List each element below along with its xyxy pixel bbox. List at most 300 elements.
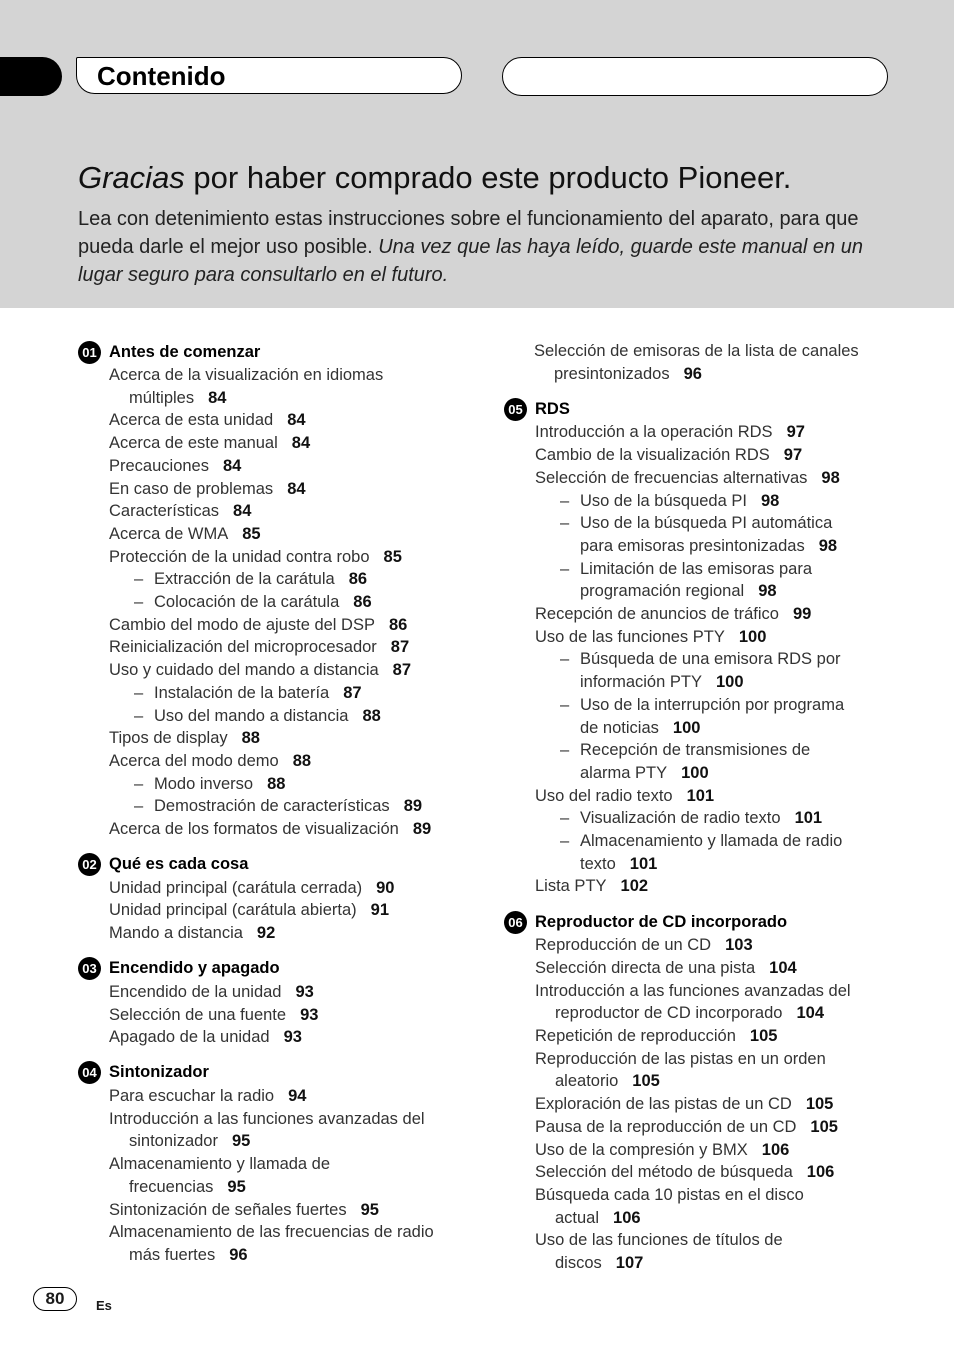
- toc-entry-text-cont: presintonizados: [554, 364, 670, 383]
- toc-entry-label: [109, 659, 478, 682]
- toc-entry-text: Extracción de la carátula: [154, 570, 335, 589]
- toc-entry-label: [535, 785, 904, 808]
- toc-entry-label-cont: [534, 363, 904, 386]
- toc-page-number: 93: [300, 1005, 319, 1024]
- toc-page-number: 94: [288, 1086, 307, 1105]
- toc-entry-text: Introducción a la operación RDS: [535, 423, 773, 442]
- toc-page-number: 99: [793, 605, 812, 624]
- toc-entry[interactable]: [78, 773, 478, 796]
- toc-entry[interactable]: [78, 922, 478, 945]
- toc-entry-text-cont: alarma PTY: [580, 763, 668, 782]
- toc-entry[interactable]: [78, 727, 478, 750]
- toc-page-number: 96: [229, 1245, 248, 1264]
- toc-entry-text: Búsqueda cada 10 pistas en el disco: [535, 1185, 804, 1204]
- toc-entry-text: Visualización de radio texto: [580, 809, 781, 828]
- toc-entry-text: Acerca del modo demo: [109, 751, 279, 770]
- toc-entry[interactable]: [78, 455, 478, 478]
- toc-entry-label: [134, 591, 478, 614]
- toc-entry-label: [560, 490, 904, 513]
- toc-entry-text: Encendido de la unidad: [109, 982, 282, 1001]
- title-pill: [76, 57, 462, 94]
- toc-entry[interactable]: [78, 546, 478, 569]
- toc-page-number: 93: [295, 982, 314, 1001]
- toc-page-number: 88: [292, 751, 312, 770]
- toc-section: [78, 957, 478, 1049]
- toc-entry-label-cont: [109, 387, 478, 410]
- toc-entry-text: Tipos de display: [109, 729, 228, 748]
- toc-entry[interactable]: [504, 1229, 904, 1274]
- toc-page-number: 107: [615, 1254, 644, 1273]
- toc-entry[interactable]: [504, 875, 904, 898]
- section-number-badge: 02: [78, 853, 101, 876]
- toc-entry[interactable]: [78, 899, 478, 922]
- toc-page-number: 86: [388, 615, 408, 634]
- toc-entry[interactable]: [504, 648, 904, 693]
- toc-entry-label-cont: [535, 1252, 904, 1275]
- toc-continued-entries: [504, 340, 904, 385]
- toc-entry[interactable]: [504, 444, 904, 467]
- toc-entry-text: Para escuchar la radio: [109, 1086, 275, 1105]
- toc-entry-label: [560, 830, 904, 853]
- toc-entry-label: [109, 409, 478, 432]
- section-title: RDS: [535, 399, 570, 418]
- toc-column-left: [78, 340, 478, 1279]
- toc-entry[interactable]: [504, 1161, 904, 1184]
- toc-entry-text: Almacenamiento de las frecuencias de radio: [109, 1223, 434, 1242]
- language-code: Es: [96, 1298, 112, 1313]
- toc-page-number: 101: [629, 854, 658, 873]
- toc-page-number: 84: [287, 479, 306, 498]
- toc-page-number: 106: [806, 1163, 835, 1182]
- intro-italic: Una vez que las haya leído, guarde este manual en un lugar seguro para consultarlo en el futuro.: [78, 236, 863, 286]
- toc-section: [78, 853, 478, 945]
- toc-entry-text: Uso de la búsqueda PI: [580, 491, 747, 510]
- toc-page-number: 84: [233, 502, 252, 521]
- toc-entry-text: Introducción a las funciones avanzadas del: [109, 1109, 425, 1128]
- toc-page-number: 102: [620, 877, 649, 896]
- thanks-heading: [78, 160, 791, 196]
- toc-entry-text: Características: [109, 502, 220, 521]
- toc-page-number: 97: [786, 423, 805, 442]
- toc-entry-text: Pausa de la reproducción de un CD: [535, 1117, 797, 1136]
- toc-entry-label: [134, 705, 478, 728]
- toc-entry-label: [109, 500, 478, 523]
- toc-entry-label: [535, 444, 904, 467]
- toc-page-number: 84: [222, 456, 242, 475]
- toc-entry-text: Acerca de este manual: [109, 434, 278, 453]
- toc-entry-label: [109, 455, 478, 478]
- toc-entry-text-cont: información PTY: [580, 673, 702, 692]
- toc-entry-label: [109, 546, 478, 569]
- toc-entry[interactable]: [504, 1025, 904, 1048]
- toc-section: [78, 340, 478, 841]
- toc-entry-label: [109, 478, 478, 501]
- section-number-badge: 01: [78, 341, 101, 364]
- toc-entry[interactable]: [78, 795, 478, 818]
- section-title: Encendido y apagado: [109, 959, 280, 978]
- toc-page-number: 105: [805, 1095, 834, 1114]
- toc-entry-text-cont: múltiples: [129, 388, 195, 407]
- toc-entry[interactable]: [504, 558, 904, 603]
- section-number-badge: 05: [504, 398, 527, 421]
- toc-entry-label: [109, 1221, 478, 1244]
- toc-page-number: 87: [343, 683, 362, 702]
- toc-page-number: 95: [360, 1200, 379, 1219]
- toc-page-number: 105: [810, 1117, 838, 1136]
- toc-entry-label: [560, 648, 904, 671]
- section-tab-marker: [0, 57, 62, 96]
- toc-entry-text: Limitación de las emisoras para: [580, 559, 813, 578]
- toc-page-number: 103: [725, 936, 753, 955]
- toc-entry[interactable]: [78, 364, 478, 409]
- toc-entry-label: [109, 1199, 478, 1222]
- toc-entry-text: Uso de la búsqueda PI automática: [580, 514, 833, 533]
- toc-entry-text: Demostración de características: [154, 797, 390, 816]
- toc-entry-label-cont: [560, 762, 904, 785]
- toc-entry-text: Selección del método de búsqueda: [535, 1163, 793, 1182]
- toc-entry-label: [560, 558, 904, 581]
- toc-entry-label: [535, 1229, 904, 1252]
- toc-entry-label: [109, 818, 478, 841]
- toc-entry-label: [109, 877, 478, 900]
- toc-entry[interactable]: [78, 1108, 478, 1153]
- section-number-badge: 03: [78, 957, 101, 980]
- toc-entry[interactable]: [504, 980, 904, 1025]
- toc-entry-label: [109, 1004, 478, 1027]
- toc-entry-text: Reproducción de un CD: [535, 936, 712, 955]
- toc-entry-label: [109, 614, 478, 637]
- toc-page-number: 92: [256, 924, 276, 943]
- toc-entry-text: Precauciones: [109, 456, 209, 475]
- toc-page-number: 84: [291, 434, 311, 453]
- section-number-badge: 06: [504, 911, 527, 934]
- toc-entry-label: [535, 1161, 904, 1184]
- toc-entry-label: [109, 1153, 478, 1176]
- toc-entry-label-cont: [535, 1070, 904, 1093]
- toc-entry-label: [134, 773, 478, 796]
- toc-entry-text: Acerca de esta unidad: [109, 411, 274, 430]
- toc-entry[interactable]: [78, 1199, 478, 1222]
- toc-entry-label: [560, 512, 904, 535]
- toc-entry[interactable]: [504, 467, 904, 490]
- toc-entry-text: Uso de la interrupción por programa: [580, 695, 845, 714]
- toc-entry-text: En caso de problemas: [109, 479, 274, 498]
- toc-page-number: 97: [783, 446, 803, 465]
- toc-entry[interactable]: [504, 1139, 904, 1162]
- toc-entry[interactable]: [78, 1004, 478, 1027]
- toc-entry-text-cont: de noticias: [580, 718, 659, 737]
- toc-entry-label: [109, 727, 478, 750]
- empty-header-pill: [502, 57, 888, 96]
- toc-page-number: 98: [818, 536, 838, 555]
- toc-entry-text: Mando a distancia: [109, 924, 243, 943]
- toc-entry-text: Apagado de la unidad: [109, 1028, 270, 1047]
- toc-entry[interactable]: [78, 682, 478, 705]
- toc-entry-label-cont: [560, 535, 904, 558]
- toc-entry-text: Acerca de los formatos de visualización: [109, 820, 399, 839]
- toc-entry-text: Reproducción de las pistas en un orden: [535, 1049, 826, 1068]
- toc-entry[interactable]: [78, 1026, 478, 1049]
- toc-page-number: 85: [383, 547, 402, 566]
- toc-entry[interactable]: [78, 523, 478, 546]
- toc-entry-text: Repetición de reproducción: [535, 1026, 736, 1045]
- toc-entry[interactable]: [504, 1116, 904, 1139]
- toc-entry[interactable]: [78, 500, 478, 523]
- toc-page-number: 91: [370, 901, 389, 920]
- toc-page-number: 106: [761, 1140, 790, 1159]
- intro-paragraph: [78, 205, 908, 289]
- toc-entry-label: [535, 603, 904, 626]
- toc-entry[interactable]: [78, 636, 478, 659]
- toc-entry-text: Protección de la unidad contra robo: [109, 547, 370, 566]
- toc-page-number: 93: [283, 1028, 302, 1047]
- toc-entry-text-cont: más fuertes: [129, 1245, 216, 1264]
- toc-entry-label: [535, 626, 904, 649]
- toc-page-number: 84: [287, 411, 306, 430]
- toc-page-number: 105: [632, 1072, 660, 1091]
- toc-entry-label-cont: [560, 717, 904, 740]
- thanks-rest: por haber comprado este producto Pioneer.: [184, 160, 792, 195]
- toc-entry[interactable]: [504, 807, 904, 830]
- toc-page-number: 101: [686, 786, 715, 805]
- toc-entry-text: Acerca de la visualización en idiomas: [109, 366, 384, 384]
- toc-entry-label: [109, 899, 478, 922]
- toc-entry[interactable]: [78, 432, 478, 455]
- toc-entry-text: Cambio de la visualización RDS: [535, 446, 770, 465]
- toc-entry[interactable]: [504, 694, 904, 739]
- toc-entry-text: Uso y cuidado del mando a distancia: [109, 661, 379, 680]
- toc-entry-text-cont: programación regional: [580, 582, 745, 601]
- toc-entry-label: [535, 934, 904, 957]
- toc-entry[interactable]: [78, 568, 478, 591]
- toc-entry-label: [560, 807, 904, 830]
- toc-entry-label: [560, 739, 904, 762]
- toc-column-right: [504, 340, 904, 1287]
- toc-page-number: 98: [758, 582, 777, 601]
- toc-entry[interactable]: [504, 512, 904, 557]
- toc-entry[interactable]: [78, 818, 478, 841]
- toc-entry-label: [535, 1184, 904, 1207]
- toc-entry[interactable]: [78, 1221, 478, 1266]
- toc-page-number: 86: [348, 570, 368, 589]
- toc-entry[interactable]: [78, 877, 478, 900]
- toc-entry[interactable]: [504, 340, 904, 385]
- toc-entry[interactable]: [78, 614, 478, 637]
- toc-entry-text-cont: texto: [580, 854, 616, 873]
- toc-entry-label-cont: [560, 580, 904, 603]
- toc-entry-label: [134, 568, 478, 591]
- toc-entry[interactable]: [504, 603, 904, 626]
- toc-entry[interactable]: [504, 1093, 904, 1116]
- toc-page-number: 96: [683, 364, 702, 383]
- toc-entry-text-cont: sintonizador: [129, 1132, 218, 1151]
- toc-entry-text: Unidad principal (carátula cerrada): [109, 878, 363, 897]
- toc-page-number: 100: [715, 673, 744, 692]
- toc-entry-text-cont: reproductor de CD incorporado: [555, 1004, 783, 1023]
- toc-section-heading[interactable]: [504, 397, 904, 421]
- toc-page-number: 85: [242, 524, 261, 543]
- toc-entry-text-cont: para emisoras presintonizadas: [580, 536, 805, 555]
- section-title: Sintonizador: [109, 1063, 209, 1082]
- toc-entry-text: Colocación de la carátula: [154, 593, 340, 612]
- toc-entry[interactable]: [78, 591, 478, 614]
- toc-entry-label: [109, 523, 478, 546]
- toc-entry[interactable]: [78, 478, 478, 501]
- toc-entry-label: [109, 1085, 478, 1108]
- toc-entry-label-cont: [109, 1176, 478, 1199]
- toc-entry-label: [109, 750, 478, 773]
- toc-section: [504, 910, 904, 1275]
- toc-page-number: 90: [376, 878, 395, 897]
- toc-entry-label: [535, 1116, 904, 1139]
- toc-section-heading[interactable]: [78, 1061, 478, 1085]
- toc-entry-label: [535, 1139, 904, 1162]
- toc-entry-text: Recepción de transmisiones de: [580, 741, 811, 760]
- toc-entry-label-cont: [535, 1207, 904, 1230]
- toc-page-number: 86: [353, 593, 372, 612]
- toc-page-number: 104: [796, 1004, 824, 1023]
- toc-page-number: 88: [241, 729, 260, 748]
- toc-entry-text: Introducción a las funciones avanzadas del: [535, 981, 851, 1000]
- toc-page-number: 104: [769, 958, 797, 977]
- toc-entry-label: [109, 1026, 478, 1049]
- toc-entry-text: Almacenamiento y llamada de radio: [580, 832, 843, 851]
- toc-entry[interactable]: [504, 830, 904, 875]
- toc-page-number: 88: [362, 706, 381, 725]
- toc-entry[interactable]: [78, 981, 478, 1004]
- section-title: Antes de comenzar: [109, 342, 261, 361]
- page-title: Contenido: [97, 61, 226, 91]
- toc-entry[interactable]: [504, 739, 904, 784]
- toc-page-number: 87: [390, 638, 410, 657]
- toc-entry-text: Búsqueda de una emisora RDS por: [580, 650, 841, 669]
- toc-section: [78, 1061, 478, 1267]
- toc-entry[interactable]: [504, 934, 904, 957]
- section-title: Reproductor de CD incorporado: [535, 912, 788, 931]
- toc-section-heading[interactable]: [78, 957, 478, 981]
- toc-entry-label-cont: [109, 1244, 478, 1267]
- toc-entry-label: [134, 682, 478, 705]
- page-number: 80: [33, 1287, 77, 1311]
- toc-entry-label: [109, 981, 478, 1004]
- toc-entry-label: [109, 364, 478, 387]
- intro-normal: Lea con detenimiento estas instrucciones sobre el funcionamiento del aparato, para que pueda darle el mejor uso posible.: [78, 208, 859, 258]
- toc-section-heading[interactable]: [78, 853, 478, 877]
- toc-entry-text: Uso de la compresión y BMX: [535, 1140, 748, 1159]
- toc-entry-text: Modo inverso: [154, 774, 254, 793]
- thanks-italic: Gracias: [78, 160, 185, 195]
- toc-section-heading[interactable]: [504, 910, 904, 934]
- toc-entry-text: Selección de una fuente: [109, 1005, 287, 1024]
- toc-entry-text-cont: frecuencias: [129, 1177, 214, 1196]
- toc-entry[interactable]: [504, 785, 904, 808]
- toc-page-number: 95: [231, 1132, 251, 1151]
- toc-entry-label-cont: [560, 671, 904, 694]
- toc-page-number: 100: [672, 718, 701, 737]
- toc-entry-label: [109, 1108, 478, 1131]
- toc-entry-text: Uso del mando a distancia: [154, 706, 349, 725]
- toc-page-number: 84: [208, 388, 227, 407]
- toc-page-number: 100: [681, 763, 709, 782]
- toc-entry[interactable]: [78, 750, 478, 773]
- toc-page-number: 87: [392, 661, 412, 680]
- toc-entry-label: [534, 340, 904, 363]
- toc-entry-text-cont: aleatorio: [555, 1072, 619, 1091]
- toc-entry-text-cont: discos: [555, 1254, 602, 1273]
- toc-page-number: 98: [821, 468, 840, 487]
- toc-page-number: 98: [760, 491, 780, 510]
- toc-entry-label: [109, 922, 478, 945]
- toc-entry-text: Almacenamiento y llamada de: [109, 1155, 331, 1174]
- toc-entry-text: Reinicialización del microprocesador: [109, 638, 377, 657]
- toc-entry[interactable]: [78, 1153, 478, 1198]
- toc-page-number: 105: [749, 1026, 778, 1045]
- toc-entry-text: Cambio del modo de ajuste del DSP: [109, 615, 375, 634]
- toc-entry-text-cont: actual: [555, 1208, 600, 1227]
- toc-entry-label: [535, 421, 904, 444]
- header-band: [0, 0, 954, 308]
- toc-entry-text: Selección de emisoras de la lista de canales: [534, 342, 859, 360]
- toc-entry-text: Uso del radio texto: [535, 786, 673, 805]
- toc-entry-text: Acerca de WMA: [109, 524, 229, 543]
- toc-entry[interactable]: [504, 1048, 904, 1093]
- toc-entry[interactable]: [504, 626, 904, 649]
- toc-entry[interactable]: [504, 490, 904, 513]
- toc-entry-label: [560, 694, 904, 717]
- section-number-badge: 04: [78, 1061, 101, 1084]
- toc-entry[interactable]: [504, 957, 904, 980]
- toc-entry-text: Selección de frecuencias alternativas: [535, 468, 808, 487]
- toc-entry-text: Selección directa de una pista: [535, 958, 756, 977]
- toc-entry-label: [134, 795, 478, 818]
- toc-entry-label-cont: [535, 1002, 904, 1025]
- toc-entry[interactable]: [78, 659, 478, 682]
- toc-section: [504, 397, 904, 898]
- toc-page-number: 89: [403, 797, 423, 816]
- toc-entry[interactable]: [504, 1184, 904, 1229]
- toc-entry-label: [535, 467, 904, 490]
- toc-page-number: 101: [794, 809, 823, 828]
- toc-entry[interactable]: [78, 705, 478, 728]
- toc-entry-text: Unidad principal (carátula abierta): [109, 901, 357, 920]
- section-title: Qué es cada cosa: [109, 855, 249, 874]
- toc-entry-text: Uso de las funciones PTY: [535, 627, 725, 646]
- toc-entry-text: Instalación de la batería: [154, 683, 330, 702]
- toc-entry-text: Lista PTY: [535, 877, 607, 896]
- toc-entry-text: Sintonización de señales fuertes: [109, 1200, 347, 1219]
- toc-entry[interactable]: [78, 409, 478, 432]
- toc-page-number: 106: [613, 1208, 641, 1227]
- toc-entry-text: Recepción de anuncios de tráfico: [535, 605, 779, 624]
- toc-entry-label: [535, 1048, 904, 1071]
- toc-page-number: 100: [738, 627, 767, 646]
- toc-entry[interactable]: [78, 1085, 478, 1108]
- toc-entry[interactable]: [504, 421, 904, 444]
- toc-section-heading[interactable]: [78, 340, 478, 364]
- toc-entry-label: [535, 1093, 904, 1116]
- toc-entry-text: Uso de las funciones de títulos de: [535, 1231, 783, 1250]
- toc-entry-label: [109, 432, 478, 455]
- toc-entry-label: [535, 980, 904, 1003]
- toc-page-number: 88: [267, 774, 286, 793]
- toc-page-number: 89: [412, 820, 432, 839]
- toc-entry-label: [535, 957, 904, 980]
- toc-entry-text: Exploración de las pistas de un CD: [535, 1095, 792, 1114]
- toc-entry-label-cont: [109, 1130, 478, 1153]
- toc-entry-label: [535, 875, 904, 898]
- toc-page-number: 95: [227, 1177, 246, 1196]
- toc-entry-label-cont: [560, 853, 904, 876]
